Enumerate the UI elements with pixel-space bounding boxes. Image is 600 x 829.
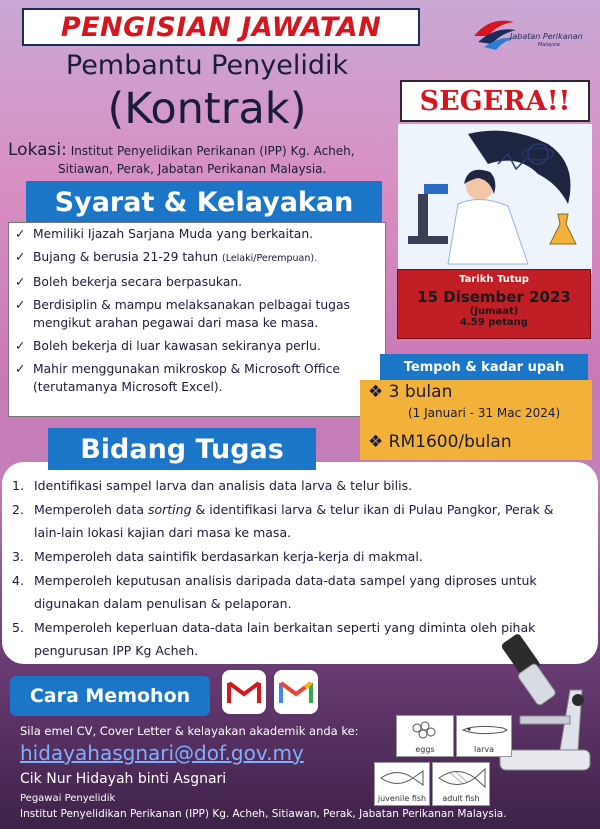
adult-fish-icon (433, 763, 489, 793)
position-name: Pembantu Penyelidik (65, 50, 349, 81)
specimen-label: juvenile fish (377, 794, 427, 803)
scientist-microscope-illustration (398, 124, 592, 274)
duty-item: 1. Identifikasi sampel larva dan analisis data larva & telur bilis. (12, 478, 413, 493)
apply-heading-box (10, 676, 210, 716)
location (8, 141, 400, 178)
requirement-item: ✓ Berdisiplin & mampu melaksanakan pelbagai tugas mengikut arahan pegawai dari masa ke masa. (15, 296, 379, 332)
apply-heading: Cara Memohon (29, 685, 191, 707)
larva-icon (457, 716, 511, 744)
term-heading: Tempoh & kadar upah (403, 359, 565, 375)
position-type: (Kontrak) (107, 84, 307, 134)
term-box (360, 380, 592, 460)
gmail-icon (274, 670, 318, 714)
eggs-icon (397, 716, 453, 744)
requirements-list (8, 222, 386, 417)
juvenile-fish-icon (375, 763, 429, 793)
specimen-label: eggs (415, 745, 435, 754)
closing-date-box (397, 269, 591, 339)
closing-time: 4.59 petang (460, 317, 528, 328)
duty-item: 2. Memperoleh data sorting & identifikasi larva & telur ikan di Pulau Pangkor, Perak & lain-lain lokasi kajian dari masa ke masa. (12, 502, 554, 540)
microscope-icon (470, 630, 595, 780)
apply-email-link[interactable]: hidayahasgnari@dof.gov.my (20, 741, 304, 765)
closing-date: 15 Disember 2023 (417, 288, 571, 306)
page-title: PENGISIAN JAWATAN (60, 11, 382, 43)
logo-text: Jabatan Perikanan (510, 32, 583, 41)
requirement-item: ✓ Mahir menggunakan mikroskop & Microsoft Office (terutamanya Microsoft Excel). (15, 360, 379, 396)
adult-fish-card (432, 762, 490, 806)
contact-institute: Institut Penyelidikan Perikanan (IPP) Kg. Acheh, Sitiawan, Perak, Jabatan Perikanan Malaysia. (20, 808, 507, 820)
contact-name: Cik Nur Hidayah binti Asgnari (20, 771, 227, 787)
location-line1: Institut Penyelidikan Perikanan (IPP) Kg. Acheh, (70, 144, 355, 158)
specimen-label: adult fish (442, 794, 480, 803)
contact-role: Pegawai Penyelidik (20, 793, 116, 804)
closing-day: (Jumaat) (469, 306, 519, 317)
logo-subtext: Malaysia (538, 42, 560, 48)
requirements-heading: Syarat & Kelayakan (54, 186, 354, 218)
duties-heading-box (48, 428, 316, 470)
apply-instruction: Sila emel CV, Cover Letter & kelayakan akademik anda ke: (20, 724, 359, 738)
larva-card (456, 715, 512, 757)
duties-heading: Bidang Tugas (80, 433, 284, 465)
duty-item: 3. Memperoleh data saintifik berdasarkan kerja-kerja di makmal. (12, 549, 423, 564)
title-box (22, 8, 420, 46)
term-heading-box (380, 354, 588, 380)
juvenile-fish-card (374, 762, 430, 806)
term-rate: ❖ RM1600/bulan (368, 432, 512, 452)
duty-item: 4. Memperoleh keputusan analisis daripada data-data sampel yang diproses untuk digunakan dalam penulisan & pelaporan. (12, 573, 537, 611)
closing-label: Tarikh Tutup (459, 274, 529, 285)
location-line2: Sitiawan, Perak, Jabatan Perikanan Malaysia. (58, 162, 327, 176)
requirement-item: ✓ Boleh bekerja secara berpasukan. (15, 273, 379, 291)
duty-item: 5. Memperoleh keperluan data-data lain berkaitan seperti yang diminta oleh pihak pengurusan IPP Kg Acheh. (12, 620, 536, 658)
requirement-item: ✓ Memiliki Ijazah Sarjana Muda yang berkaitan. (15, 225, 379, 243)
location-label: Lokasi: (8, 140, 67, 160)
urgent-badge (400, 80, 590, 122)
urgent-text: SEGERA!! (419, 85, 571, 117)
requirement-item: ✓ Bujang & berusia 21-29 tahun (Lelaki/Perempuan). (15, 248, 379, 268)
term-duration: ❖ 3 bulan (368, 382, 453, 402)
requirement-item: ✓ Boleh bekerja di luar kawasan sekiranya perlu. (15, 337, 379, 355)
eggs-card (396, 715, 454, 757)
requirements-heading-box (26, 181, 382, 223)
specimen-label: larva (473, 745, 495, 754)
term-period: (1 Januari - 31 Mac 2024) (408, 406, 561, 420)
gmail-icon (222, 670, 266, 714)
